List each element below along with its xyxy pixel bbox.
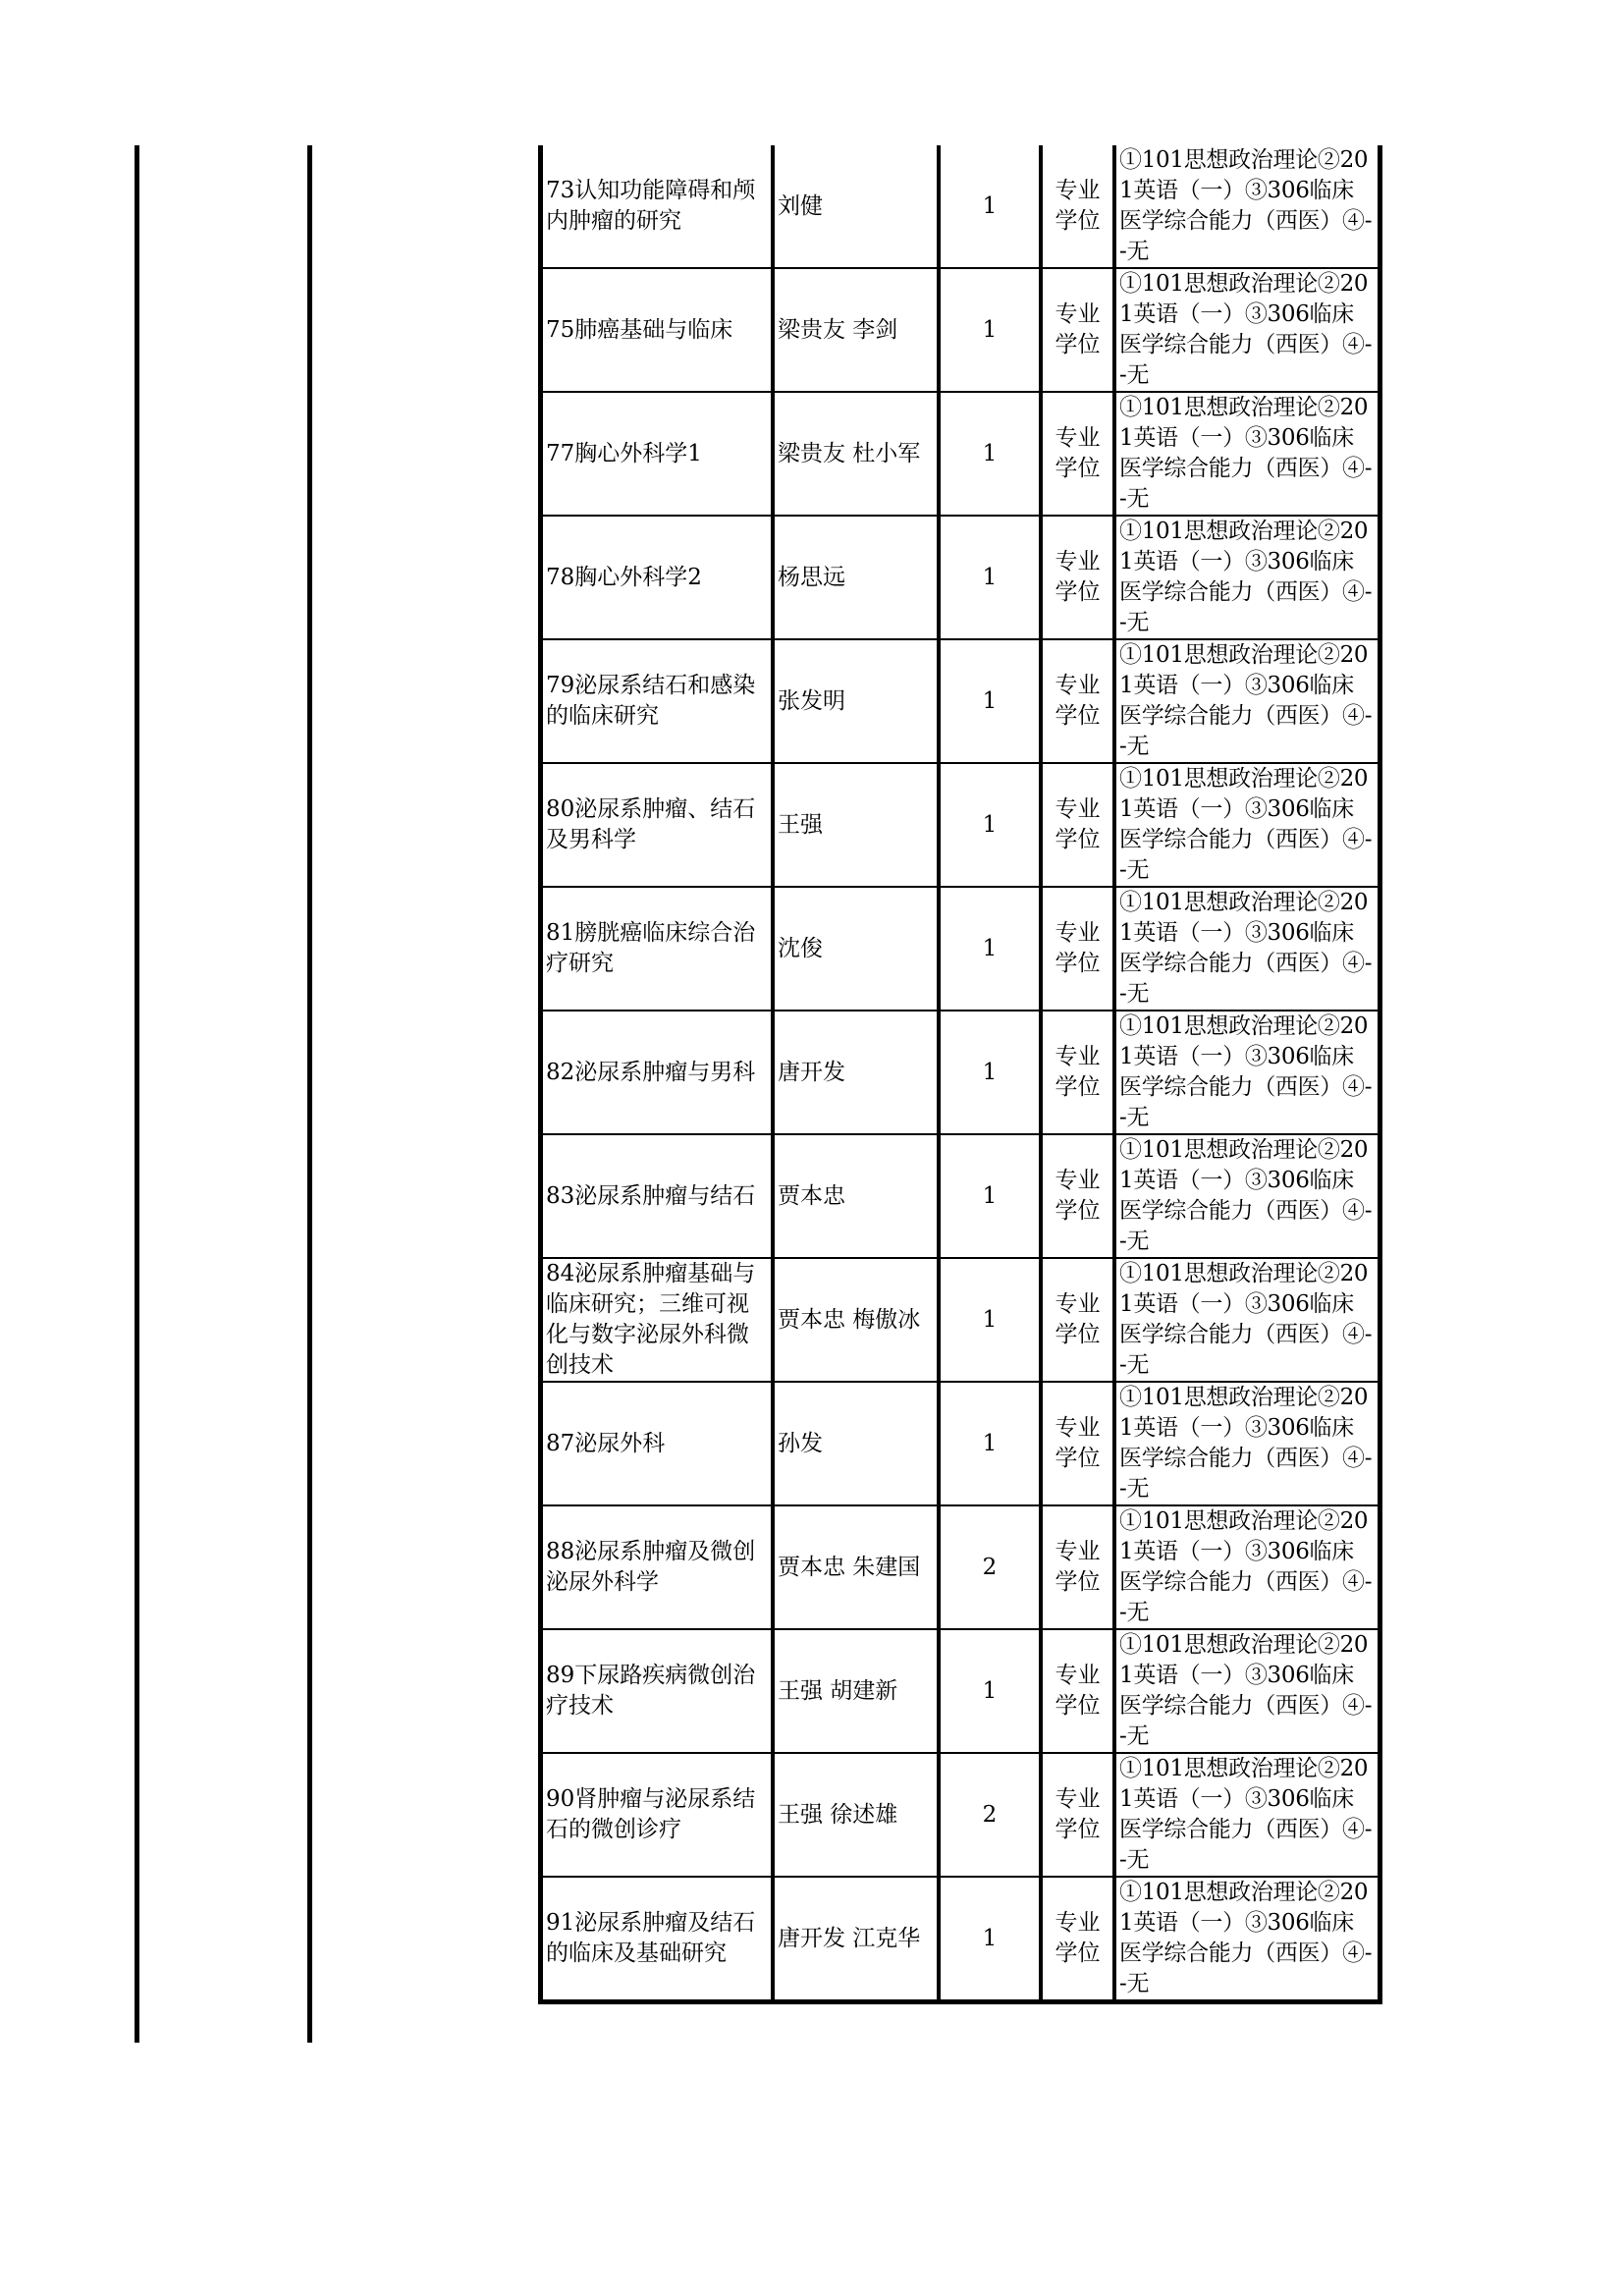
exam-subjects-cell <box>1114 1382 1380 1505</box>
degree-type-cell <box>1041 392 1114 516</box>
degree-type-cell-text: 专业学位 <box>1055 1910 1101 1966</box>
exam-subjects-cell-text: ①101思想政治理论②201英语（一）③306临床医学综合能力（西医）④--无 <box>1119 766 1373 883</box>
exam-subjects-cell-text: ①101思想政治理论②201英语（一）③306临床医学综合能力（西医）④--无 <box>1119 1508 1373 1625</box>
supervisor-cell-text: 唐开发 <box>778 1059 845 1085</box>
degree-type-cell-text: 专业学位 <box>1055 425 1101 481</box>
table-left-border <box>135 145 139 2043</box>
quota-cell <box>939 392 1041 516</box>
degree-type-cell-text: 专业学位 <box>1055 1168 1101 1224</box>
research-direction-cell-text: 88泌尿系肿瘤及微创泌尿外科学 <box>546 1539 756 1595</box>
exam-subjects-cell <box>1114 145 1380 268</box>
degree-type-cell-text: 专业学位 <box>1055 1539 1101 1595</box>
quota-cell <box>939 1382 1041 1505</box>
exam-subjects-cell <box>1114 1505 1380 1629</box>
quota-cell-text: 2 <box>982 1554 998 1580</box>
research-direction-cell-text: 89下尿路疾病微创治疗技术 <box>546 1663 756 1719</box>
supervisor-cell-text: 唐开发 江克华 <box>778 1925 921 1951</box>
quota-cell <box>939 268 1041 392</box>
degree-type-cell <box>1041 1877 1114 2002</box>
exam-subjects-cell <box>1114 1629 1380 1753</box>
degree-type-cell-text: 专业学位 <box>1055 920 1101 976</box>
table-column-divider <box>307 145 312 2043</box>
exam-subjects-cell <box>1114 887 1380 1011</box>
exam-subjects-cell-text: ①101思想政治理论②201英语（一）③306临床医学综合能力（西医）④--无 <box>1119 1880 1373 1996</box>
admissions-table <box>538 145 1382 2004</box>
exam-subjects-cell <box>1114 392 1380 516</box>
research-direction-cell-text: 77胸心外科学1 <box>546 440 702 466</box>
quota-cell-text: 1 <box>982 1059 998 1085</box>
supervisor-cell <box>773 1258 939 1382</box>
quota-cell <box>939 145 1041 268</box>
supervisor-cell <box>773 516 939 639</box>
supervisor-cell-text: 梁贵友 杜小军 <box>778 440 921 466</box>
exam-subjects-cell <box>1114 268 1380 392</box>
degree-type-cell-text: 专业学位 <box>1055 1663 1101 1719</box>
exam-subjects-cell-text: ①101思想政治理论②201英语（一）③306临床医学综合能力（西医）④--无 <box>1119 1385 1373 1502</box>
table-row <box>541 145 1380 268</box>
research-direction-cell <box>541 763 774 887</box>
quota-cell-text: 1 <box>982 564 998 590</box>
research-direction-cell <box>541 1382 774 1505</box>
research-direction-cell-text: 78胸心外科学2 <box>546 564 702 590</box>
exam-subjects-cell <box>1114 1258 1380 1382</box>
exam-subjects-cell-text: ①101思想政治理论②201英语（一）③306临床医学综合能力（西医）④--无 <box>1119 1137 1373 1254</box>
research-direction-cell-text: 73认知功能障碍和颅内肿瘤的研究 <box>546 178 756 234</box>
supervisor-cell <box>773 1629 939 1753</box>
quota-cell <box>939 1258 1041 1382</box>
degree-type-cell-text: 专业学位 <box>1055 178 1101 234</box>
degree-type-cell <box>1041 1011 1114 1134</box>
research-direction-cell-text: 79泌尿系结石和感染的临床研究 <box>546 673 756 729</box>
research-direction-cell-text: 80泌尿系肿瘤、结石及男科学 <box>546 796 756 852</box>
quota-cell <box>939 639 1041 763</box>
research-direction-cell-text: 90肾肿瘤与泌尿系结石的微创诊疗 <box>546 1786 756 1842</box>
exam-subjects-cell <box>1114 1011 1380 1134</box>
supervisor-cell-text: 王强 <box>778 811 823 838</box>
exam-subjects-cell-text: ①101思想政治理论②201英语（一）③306临床医学综合能力（西医）④--无 <box>1119 1756 1373 1873</box>
exam-subjects-cell-text: ①101思想政治理论②201英语（一）③306临床医学综合能力（西医）④--无 <box>1119 395 1373 512</box>
supervisor-cell <box>773 392 939 516</box>
research-direction-cell <box>541 1011 774 1134</box>
table-row <box>541 1877 1380 2002</box>
exam-subjects-cell <box>1114 1134 1380 1258</box>
research-direction-cell-text: 84泌尿系肿瘤基础与临床研究；三维可视化与数字泌尿外科微创技术 <box>546 1261 756 1378</box>
table-row <box>541 1382 1380 1505</box>
supervisor-cell-text: 贾本忠 梅傲冰 <box>778 1306 921 1333</box>
exam-subjects-cell <box>1114 1877 1380 2002</box>
research-direction-cell <box>541 1505 774 1629</box>
research-direction-cell <box>541 887 774 1011</box>
supervisor-cell-text: 贾本忠 朱建国 <box>778 1554 921 1580</box>
research-direction-cell-text: 82泌尿系肿瘤与男科 <box>546 1059 756 1085</box>
quota-cell <box>939 1753 1041 1877</box>
degree-type-cell-text: 专业学位 <box>1055 1044 1101 1100</box>
research-direction-cell <box>541 1753 774 1877</box>
degree-type-cell <box>1041 268 1114 392</box>
table-row <box>541 1629 1380 1753</box>
degree-type-cell <box>1041 1629 1114 1753</box>
exam-subjects-cell-text: ①101思想政治理论②201英语（一）③306临床医学综合能力（西医）④--无 <box>1119 890 1373 1007</box>
research-direction-cell <box>541 516 774 639</box>
table-row <box>541 516 1380 639</box>
quota-cell-text: 1 <box>982 192 998 219</box>
exam-subjects-cell-text: ①101思想政治理论②201英语（一）③306临床医学综合能力（西医）④--无 <box>1119 147 1373 264</box>
supervisor-cell <box>773 268 939 392</box>
exam-subjects-cell-text: ①101思想政治理论②201英语（一）③306临床医学综合能力（西医）④--无 <box>1119 642 1373 759</box>
table-body <box>541 145 1380 2002</box>
table-row <box>541 1505 1380 1629</box>
exam-subjects-cell-text: ①101思想政治理论②201英语（一）③306临床医学综合能力（西医）④--无 <box>1119 1013 1373 1130</box>
table-row <box>541 1258 1380 1382</box>
supervisor-cell <box>773 1877 939 2002</box>
supervisor-cell <box>773 1753 939 1877</box>
supervisor-cell-text: 沈俊 <box>778 935 823 961</box>
degree-type-cell <box>1041 1258 1114 1382</box>
degree-type-cell-text: 专业学位 <box>1055 1786 1101 1842</box>
degree-type-cell <box>1041 887 1114 1011</box>
quota-cell <box>939 1011 1041 1134</box>
supervisor-cell-text: 贾本忠 <box>778 1182 845 1209</box>
table-row <box>541 1753 1380 1877</box>
table-row <box>541 1011 1380 1134</box>
table-row <box>541 763 1380 887</box>
research-direction-cell <box>541 1134 774 1258</box>
quota-cell-text: 1 <box>982 316 998 343</box>
degree-type-cell <box>1041 763 1114 887</box>
degree-type-cell-text: 专业学位 <box>1055 796 1101 852</box>
degree-type-cell <box>1041 1505 1114 1629</box>
quota-cell-text: 1 <box>982 1182 998 1209</box>
quota-cell <box>939 1629 1041 1753</box>
supervisor-cell <box>773 887 939 1011</box>
research-direction-cell <box>541 1629 774 1753</box>
supervisor-cell-text: 杨思远 <box>778 564 845 590</box>
table-row <box>541 887 1380 1011</box>
exam-subjects-cell-text: ①101思想政治理论②201英语（一）③306临床医学综合能力（西医）④--无 <box>1119 1632 1373 1749</box>
research-direction-cell <box>541 1877 774 2002</box>
exam-subjects-cell <box>1114 639 1380 763</box>
supervisor-cell-text: 刘健 <box>778 192 823 219</box>
quota-cell <box>939 1505 1041 1629</box>
supervisor-cell-text: 王强 胡建新 <box>778 1677 898 1704</box>
supervisor-cell <box>773 1011 939 1134</box>
degree-type-cell <box>1041 516 1114 639</box>
quota-cell-text: 1 <box>982 1925 998 1951</box>
supervisor-cell-text: 梁贵友 李剑 <box>778 316 898 343</box>
quota-cell-text: 1 <box>982 1306 998 1333</box>
quota-cell-text: 1 <box>982 1430 998 1456</box>
exam-subjects-cell <box>1114 763 1380 887</box>
quota-cell-text: 1 <box>982 687 998 714</box>
supervisor-cell <box>773 1134 939 1258</box>
research-direction-cell-text: 87泌尿外科 <box>546 1430 666 1456</box>
supervisor-cell-text: 王强 徐述雄 <box>778 1801 898 1828</box>
quota-cell <box>939 1134 1041 1258</box>
research-direction-cell-text: 81膀胱癌临床综合治疗研究 <box>546 920 756 976</box>
degree-type-cell <box>1041 145 1114 268</box>
supervisor-cell-text: 张发明 <box>778 687 845 714</box>
degree-type-cell <box>1041 1134 1114 1258</box>
table-row <box>541 639 1380 763</box>
supervisor-cell <box>773 1505 939 1629</box>
quota-cell-text: 1 <box>982 440 998 466</box>
exam-subjects-cell-text: ①101思想政治理论②201英语（一）③306临床医学综合能力（西医）④--无 <box>1119 271 1373 388</box>
exam-subjects-cell <box>1114 1753 1380 1877</box>
table-row <box>541 392 1380 516</box>
degree-type-cell <box>1041 639 1114 763</box>
quota-cell-text: 1 <box>982 811 998 838</box>
quota-cell <box>939 516 1041 639</box>
degree-type-cell <box>1041 1382 1114 1505</box>
degree-type-cell-text: 专业学位 <box>1055 1415 1101 1471</box>
quota-cell-text: 1 <box>982 935 998 961</box>
degree-type-cell-text: 专业学位 <box>1055 549 1101 605</box>
exam-subjects-cell-text: ①101思想政治理论②201英语（一）③306临床医学综合能力（西医）④--无 <box>1119 1261 1373 1378</box>
quota-cell <box>939 887 1041 1011</box>
supervisor-cell <box>773 1382 939 1505</box>
supervisor-cell-text: 孙发 <box>778 1430 823 1456</box>
exam-subjects-cell <box>1114 516 1380 639</box>
research-direction-cell <box>541 145 774 268</box>
research-direction-cell <box>541 639 774 763</box>
quota-cell <box>939 1877 1041 2002</box>
degree-type-cell <box>1041 1753 1114 1877</box>
degree-type-cell-text: 专业学位 <box>1055 1291 1101 1347</box>
quota-cell-text: 2 <box>982 1801 998 1828</box>
research-direction-cell <box>541 392 774 516</box>
quota-cell <box>939 763 1041 887</box>
research-direction-cell-text: 83泌尿系肿瘤与结石 <box>546 1182 756 1209</box>
table-row <box>541 1134 1380 1258</box>
supervisor-cell <box>773 639 939 763</box>
research-direction-cell-text: 75肺癌基础与临床 <box>546 316 733 343</box>
degree-type-cell-text: 专业学位 <box>1055 301 1101 357</box>
exam-subjects-cell-text: ①101思想政治理论②201英语（一）③306临床医学综合能力（西医）④--无 <box>1119 519 1373 635</box>
quota-cell-text: 1 <box>982 1677 998 1704</box>
supervisor-cell <box>773 763 939 887</box>
research-direction-cell <box>541 1258 774 1382</box>
supervisor-cell <box>773 145 939 268</box>
degree-type-cell-text: 专业学位 <box>1055 673 1101 729</box>
research-direction-cell-text: 91泌尿系肿瘤及结石的临床及基础研究 <box>546 1910 756 1966</box>
table-row <box>541 268 1380 392</box>
research-direction-cell <box>541 268 774 392</box>
